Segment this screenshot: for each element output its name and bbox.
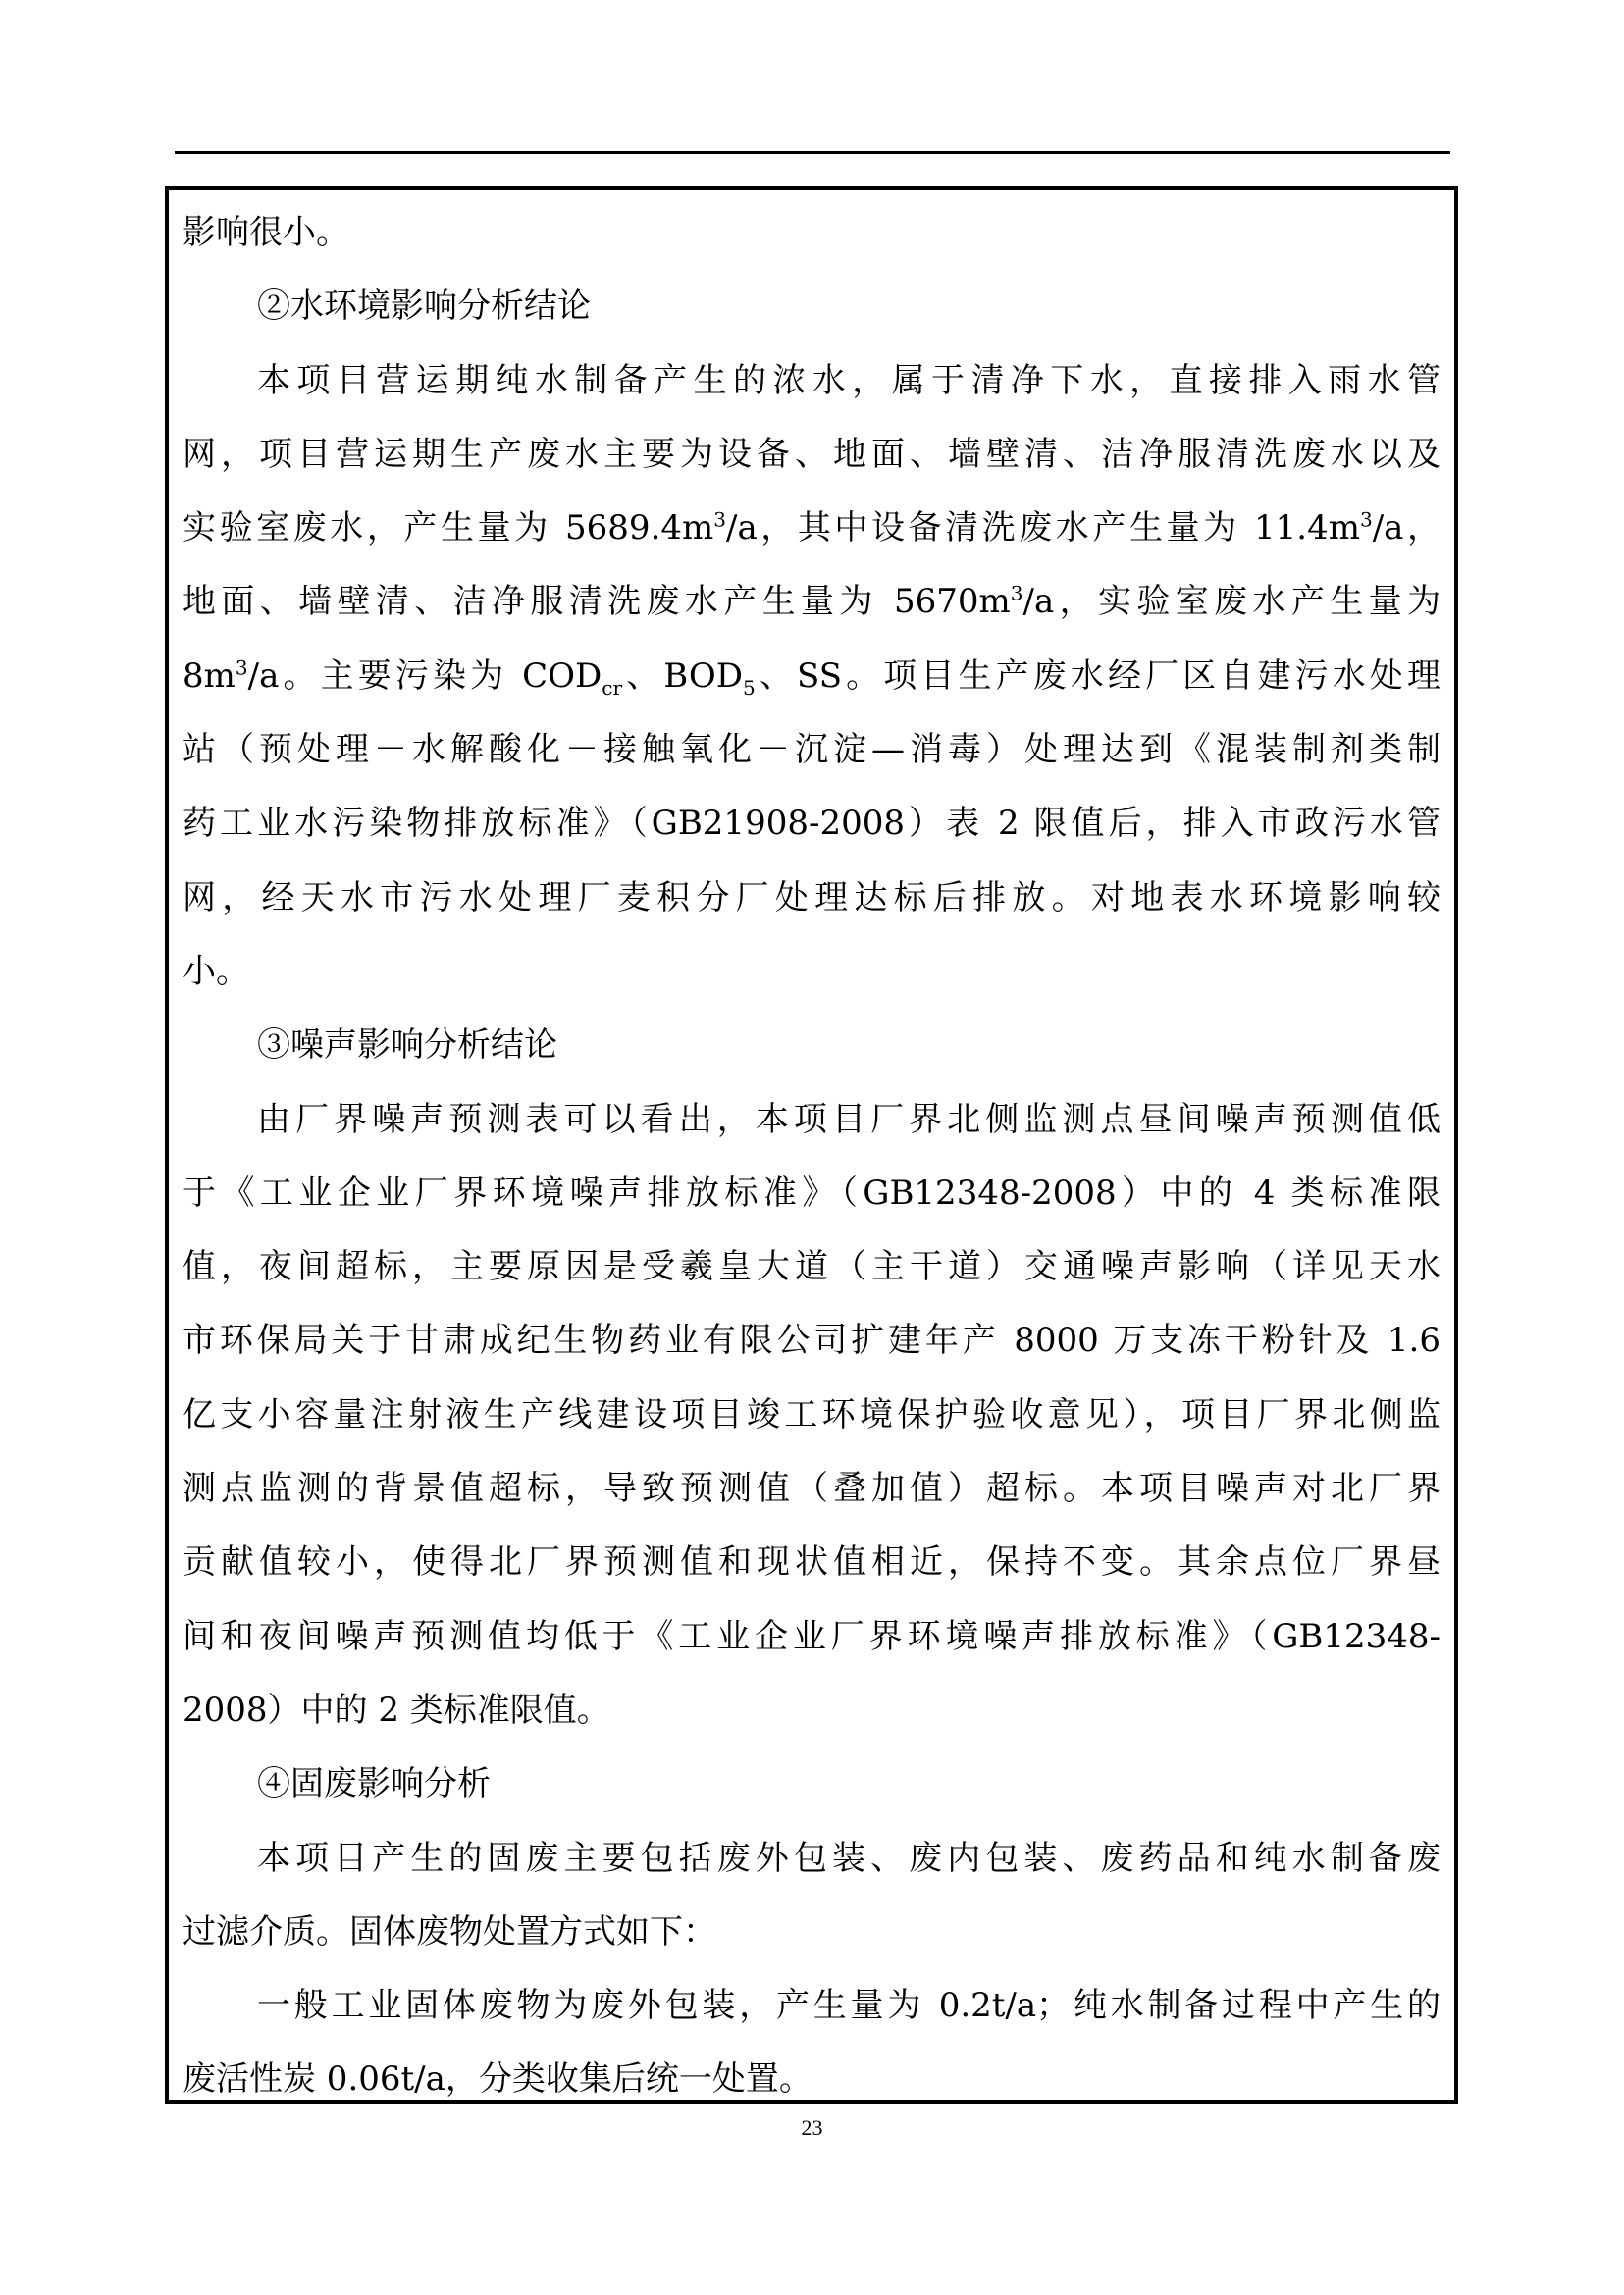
text-line: 药工业水污染物排放标准》（GB21908-2008）表 2 限值后，排入市政污水管 — [183, 804, 1441, 844]
text-line: 网，项目营运期生产废水主要为设备、地面、墙壁清、洁净服清洗废水以及 — [183, 434, 1441, 474]
page-number: 23 — [801, 2115, 823, 2140]
header-rule — [175, 151, 1450, 154]
text-line: 影响很小。 — [183, 213, 349, 252]
document-body — [165, 186, 1458, 2104]
text-line: 过滤介质。固体废物处置方式如下： — [183, 1911, 716, 1952]
text-line: 贡献值较小，使得北厂界预测值和现状值相近，保持不变。其余点位厂界昼 — [183, 1542, 1441, 1583]
text-line: $8m^3/a$。主要污染为 $COD_{cr}$、$BOD_5$、SS。项目生产废水经厂区自建污水处理 — [183, 655, 1441, 700]
text-line: 地面、墙壁清、洁净服清洗废水产生量为 $5670m^3/a$，实验室废水产生量为 — [183, 582, 1441, 622]
section-heading-solid-waste: ④固废影响分析 — [257, 1764, 491, 1804]
section-heading-water: ②水环境影响分析结论 — [257, 287, 591, 327]
section-heading-noise: ③噪声影响分析结论 — [257, 1025, 557, 1066]
text-line: 本项目产生的固废主要包括废外包装、废内包装、废药品和纯水制备废 — [257, 1838, 1441, 1878]
text-line: 由厂界噪声预测表可以看出，本项目厂界北侧监测点昼间噪声预测值低 — [257, 1099, 1441, 1139]
text-line: 网，经天水市污水处理厂麦积分厂处理达标后排放。对地表水环境影响较 — [183, 877, 1441, 917]
text-line: 小。 — [183, 951, 249, 991]
text-line: 实验室废水，产生量为 $5689.4m^3/a$，其中设备清洗废水产生量为 $11.4m^3/a$， — [183, 507, 1441, 548]
text-line: 测点监测的背景值超标，导致预测值（叠加值）超标。本项目噪声对北厂界 — [183, 1469, 1441, 1509]
text-line: 一般工业固体废物为废外包装，产生量为 0.2t/a；纯水制备过程中产生的 — [257, 1986, 1441, 2026]
text-line: 亿支小容量注射液生产线建设项目竣工环境保护验收意见），项目厂界北侧监 — [183, 1394, 1441, 1434]
text-line: 2008）中的 2 类标准限值。 — [183, 1690, 610, 1730]
text-line: 市环保局关于甘肃成纪生物药业有限公司扩建年产 8000 万支冻干粉针及 1.6 — [183, 1321, 1441, 1361]
text-line: 于《工业企业厂界环境噪声排放标准》（GB12348-2008）中的 4 类标准限 — [183, 1173, 1441, 1213]
text-line: 站（预处理－水解酸化－接触氧化－沉淀—消毒）处理达到《混装制剂类制 — [183, 730, 1441, 770]
text-line: 值，夜间超标，主要原因是受羲皇大道（主干道）交通噪声影响（详见天水 — [183, 1247, 1441, 1287]
text-line: 间和夜间噪声预测值均低于《工业企业厂界环境噪声排放标准》（GB12348- — [183, 1616, 1441, 1656]
text-line: 本项目营运期纯水制备产生的浓水，属于清净下水，直接排入雨水管 — [257, 360, 1441, 400]
text-line: 废活性炭 0.06t/a，分类收集后统一处置。 — [183, 2060, 812, 2100]
